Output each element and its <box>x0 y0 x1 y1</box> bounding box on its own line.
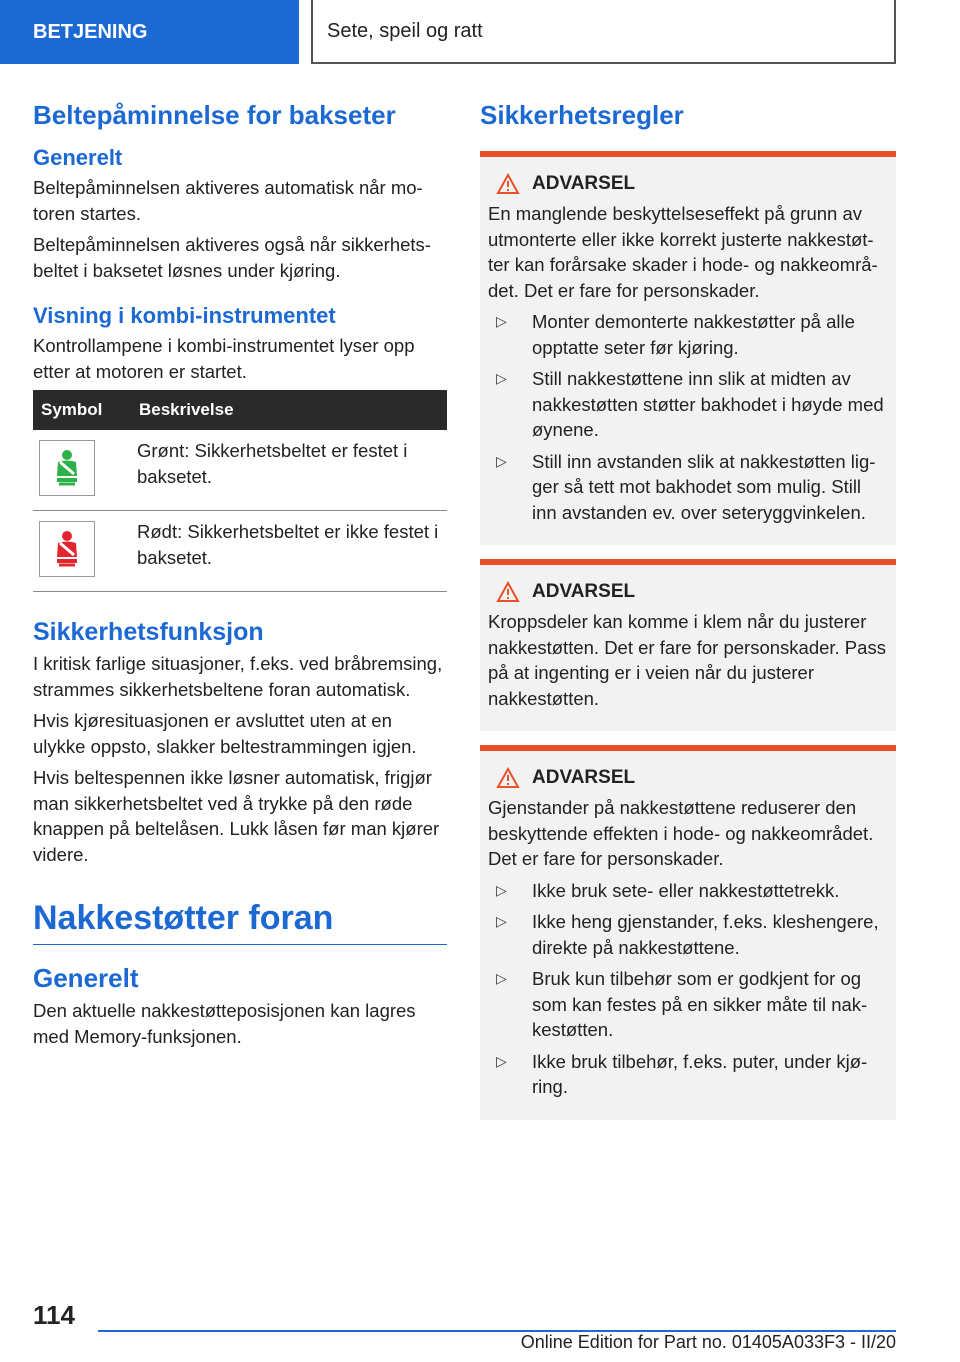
warning-title <box>488 173 888 195</box>
paragraph: Hvis kjøresituasjonen er avsluttet uten at en ulykke oppsto, slakker beltestrammingen igjen. <box>33 710 417 757</box>
left-column <box>33 100 447 1055</box>
list-item: ▷ Monter demonterte nakkestøtter på alle opptatte seter før kjøring. <box>488 309 888 360</box>
bullet-triangle-icon: ▷ <box>496 1052 507 1069</box>
sikkerhetsfunksjon-heading: Sikkerhetsfunksjon <box>33 618 264 646</box>
warning-text: Kroppsdeler kan komme i klem når du justerer nakkestøtten. Det er fare for personskader. Pass på at ingenting er i veien når du justerer nakkestøtten. <box>488 611 886 709</box>
warning-box <box>480 559 896 731</box>
section-title: Beltepåminnelse for bakseter <box>33 100 396 130</box>
bullet-triangle-icon: ▷ <box>496 370 507 386</box>
bullet-triangle-icon: ▷ <box>496 452 507 469</box>
warning-box <box>480 151 896 545</box>
warning-triangle-icon <box>496 581 520 603</box>
generelt-heading: Generelt <box>33 145 123 170</box>
footer-edition: Online Edition for Part no. 01405A033F3 - II/20 <box>520 1332 896 1352</box>
list-item: ▷ Bruk kun tilbehør som er godkjent for og som kan festes på en sikker måte til nak-kestøtten. <box>488 966 888 1043</box>
warning-box <box>480 745 896 1120</box>
paragraph: Kontrollampene i kombi-instrumentet lyser opp etter at motoren er startet. <box>33 335 415 382</box>
table-header-description: Beskrivelse <box>131 390 447 430</box>
list-item: ▷ Ikke bruk tilbehør, f.eks. puter, under kjø-ring. <box>488 1049 888 1100</box>
warning-triangle-icon <box>496 173 520 195</box>
sikkerhetsregler-title: Sikkerhetsregler <box>480 100 684 130</box>
header-section-tab <box>0 0 299 64</box>
list-item: ▷ Ikke bruk sete- eller nakkestøttetrekk. <box>488 878 888 904</box>
warning-label: ADVARSEL <box>532 581 636 602</box>
bullet-triangle-icon: ▷ <box>496 970 507 986</box>
paragraph: Beltepåminnelsen aktiveres automatisk når mo-toren startes. <box>33 177 423 224</box>
paragraph: Den aktuelle nakkestøtteposisjonen kan lagres med Memory-funksjonen. <box>33 1000 416 1047</box>
table-cell-symbol <box>33 430 131 511</box>
warning-text: Gjenstander på nakkestøttene reduserer den beskyttende effekten i hode- og nakkeområdet. Det er fare for personskader. <box>488 797 874 869</box>
warning-label: ADVARSEL <box>532 173 636 194</box>
table-cell-symbol <box>33 511 131 592</box>
visning-heading: Visning i kombi-instrumentet <box>33 303 336 328</box>
warning-title <box>488 581 888 603</box>
list-item: ▷ Still inn avstanden slik at nakkestøtten lig-ger så tett mot bakhodet som mulig. Still inn avstanden ev. over seteryggvinkelen. <box>488 449 888 526</box>
header-section-label: BETJENING <box>33 20 148 43</box>
bullet-triangle-icon: ▷ <box>496 913 507 929</box>
table-header-row <box>33 390 447 430</box>
warning-triangle-icon <box>496 767 520 789</box>
right-column <box>480 100 896 1134</box>
nakkestotter-title: Nakkestøtter foran <box>33 899 447 945</box>
warning-label: ADVARSEL <box>532 767 636 788</box>
warning-title <box>488 767 888 789</box>
table-row <box>33 511 447 592</box>
table-header-symbol: Symbol <box>33 390 131 430</box>
table-cell-description: Grønt: Sikkerhetsbeltet er festet i baksetet. <box>131 430 447 511</box>
paragraph: Hvis beltespennen ikke løsner automatisk, frigjør man sikkerhetsbeltet ved å trykke på den røde knappen på beltelåsen. Lukk låsen før man kjører videre. <box>33 767 440 865</box>
page-number: 114 <box>33 1300 75 1330</box>
list-item: ▷ Still nakkestøttene inn slik at midten av nakkestøtten støtter bakhodet i høyde med øynene. <box>488 366 888 443</box>
header-chapter-tab <box>311 0 896 64</box>
table-cell-description: Rødt: Sikkerhetsbeltet er ikke festet i baksetet. <box>131 511 447 592</box>
nakke-generelt-heading: Generelt <box>33 963 139 993</box>
bullet-triangle-icon: ▷ <box>496 313 507 329</box>
list-item: ▷ Ikke heng gjenstander, f.eks. kleshengere, direkte på nakkestøttene. <box>488 909 888 960</box>
warning-text: En manglende beskyttelseseffekt på grunn av utmonterte eller ikke korrekt justerte nakkestøt-ter kan forårsake skader i hode- og nakkeområ-det. Det er fare for personskader. <box>488 203 878 301</box>
header-chapter-label: Sete, speil og ratt <box>327 19 483 42</box>
bullet-triangle-icon: ▷ <box>496 881 507 898</box>
paragraph: I kritisk farlige situasjoner, f.eks. ved bråbremsing, strammes sikkerhetsbeltene foran automatisk. <box>33 653 443 700</box>
symbol-table <box>33 390 447 592</box>
seatbelt-red-icon <box>39 521 95 577</box>
paragraph: Beltepåminnelsen aktiveres også når sikkerhets-beltet i baksetet løsnes under kjøring. <box>33 234 431 281</box>
table-row <box>33 430 447 511</box>
seatbelt-green-icon <box>39 440 95 496</box>
